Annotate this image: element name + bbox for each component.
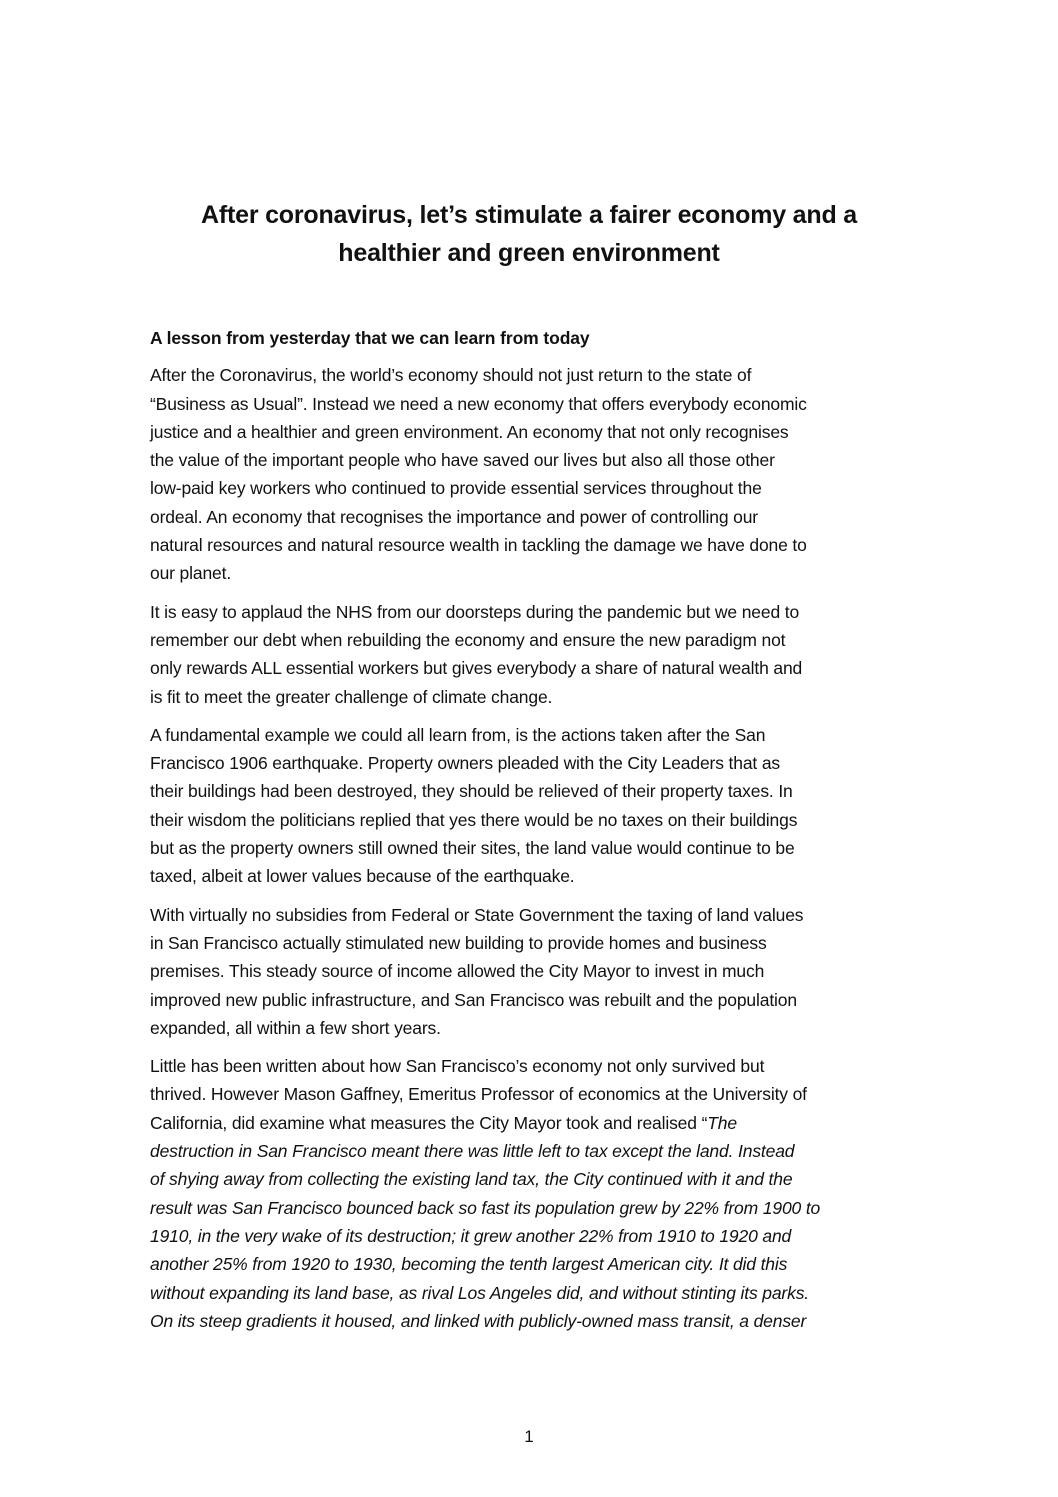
page-number: 1: [524, 1427, 534, 1446]
section-subheading: A lesson from yesterday that we can learn from today: [150, 328, 590, 348]
paragraph-3: A fundamental example we could all learn from, is the actions taken after the San Francisco 1906 earthquake. Property owners pleaded with the City Leaders that as their buildings had been destroyed, they should be relieved of their property taxes. In their wisdom the politicians replied that yes there would be no taxes on their buildings but as the property owners still owned their sites, the land value would continue to be taxed, albeit at lower values because of the earthquake.: [150, 724, 798, 887]
paragraph-5-quote: The destruction in San Francisco meant there was little left to tax except the land. Instead of shying away from collecting the existing land tax, the City continued with it and the result was San Francisco bounced back so fast its population grew by 22% from 1900 to 1910, in the very wake of its destruction; it grew another 22% from 1910 to 1920 and another 25% from 1920 to 1930, becoming the tenth largest American city. It did this without expanding its land base, as rival Los Angeles did, and without stinting its parks. On its steep gradients it housed, and linked with publicly-owned mass transit, a denser: [150, 1112, 821, 1331]
document-title: After coronavirus, let’s stimulate a fairer economy and a healthier and green environment: [201, 201, 857, 267]
paragraph-2: It is easy to applaud the NHS from our doorsteps during the pandemic but we need to remember our debt when rebuilding the economy and ensure the new paradigm not only rewards ALL essential workers but gives everybody a share of natural wealth and is fit to meet the greater challenge of climate change.: [150, 601, 803, 707]
paragraph-5-intro: Little has been written about how San Francisco’s economy not only survived but thrived. However Mason Gaffney, Emeritus Professor of economics at the University of California, did examine what measures the City Mayor took and realised “: [150, 1056, 807, 1133]
paragraph-1: After the Coronavirus, the world’s economy should not just return to the state of “Business as Usual”. Instead we need a new economy that offers everybody economic justice and a healthier and green environment. An economy that not only recognises the value of the important people who have saved our lives but also all those other low-paid key workers who continued to provide essential services throughout the ordeal. An economy that recognises the importance and power of controlling our natural resources and natural resource wealth in tackling the damage we have done to our planet.: [150, 365, 807, 584]
document-body: [150, 324, 920, 1345]
paragraph-4: With virtually no subsidies from Federal or State Government the taxing of land values in San Francisco actually stimulated new building to provide homes and business premises. This steady source of income allowed the City Mayor to invest in much improved new public infrastructure, and San Francisco was rebuilt and the population expanded, all within a few short years.: [150, 904, 804, 1038]
paragraph-5: [150, 1052, 920, 1335]
